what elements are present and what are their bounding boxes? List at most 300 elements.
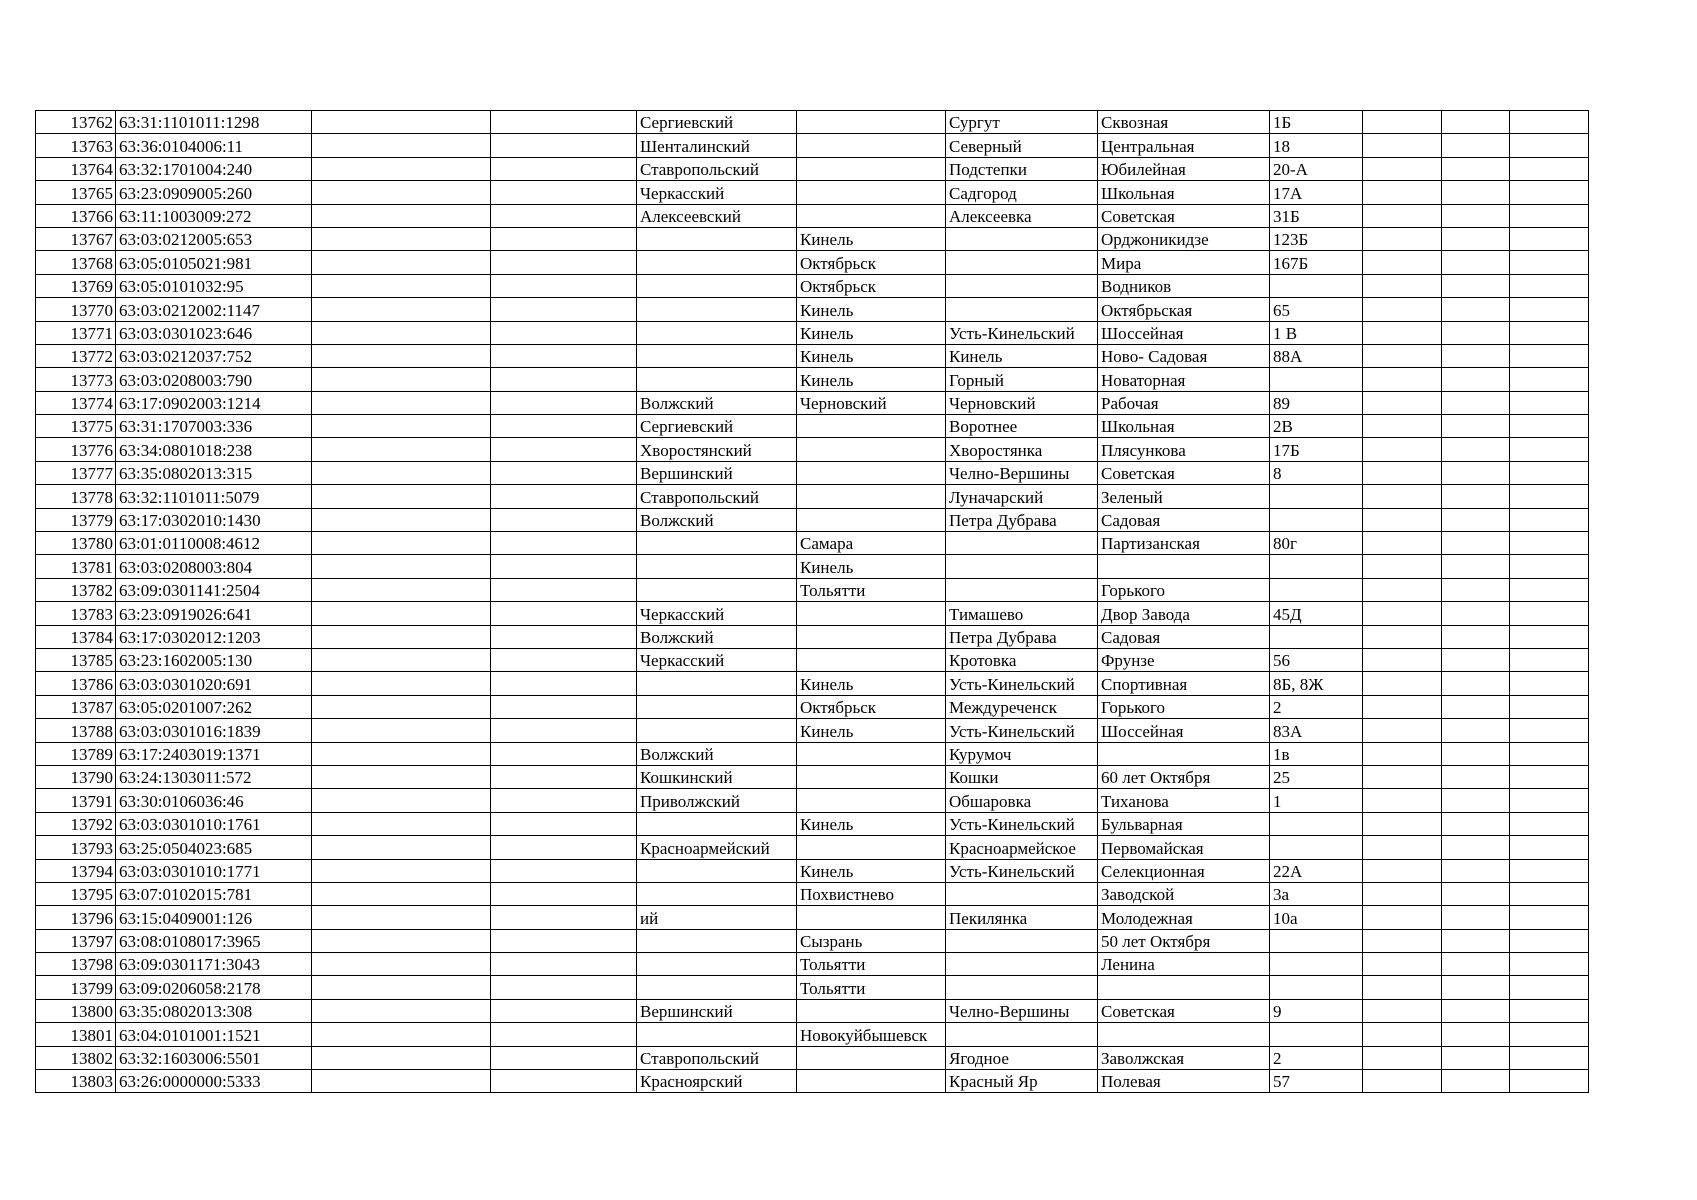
- blank-cell: [312, 999, 491, 1022]
- blank-cell: [1510, 836, 1589, 859]
- cadastral-number-cell: 63:30:0106036:46: [116, 789, 312, 812]
- blank-cell: [1363, 625, 1442, 648]
- blank-cell: [1363, 859, 1442, 882]
- house-number-cell: 57: [1270, 1070, 1363, 1093]
- house-number-cell: 3а: [1270, 882, 1363, 905]
- row-number-cell: 13777: [36, 461, 116, 484]
- blank-cell: [1510, 695, 1589, 718]
- street-cell: Полевая: [1098, 1070, 1270, 1093]
- blank-cell: [1442, 1023, 1510, 1046]
- street-cell: [1098, 976, 1270, 999]
- table-row: [36, 344, 1589, 367]
- blank-cell: [1363, 953, 1442, 976]
- settlement-cell: Междуреченск: [946, 695, 1098, 718]
- district-cell: [637, 555, 797, 578]
- district-cell: Красноармейский: [637, 836, 797, 859]
- blank-cell: [491, 859, 637, 882]
- cadastral-number-cell: 63:15:0409001:126: [116, 906, 312, 929]
- blank-cell: [312, 274, 491, 297]
- blank-cell: [1442, 321, 1510, 344]
- table-row: [36, 391, 1589, 414]
- blank-cell: [1442, 227, 1510, 250]
- blank-cell: [1510, 719, 1589, 742]
- city-cell: Тольятти: [797, 578, 946, 601]
- street-cell: Двор Завода: [1098, 602, 1270, 625]
- table-row: [36, 625, 1589, 648]
- blank-cell: [1442, 157, 1510, 180]
- table-row: [36, 461, 1589, 484]
- table-row: [36, 204, 1589, 227]
- district-cell: Волжский: [637, 508, 797, 531]
- table-row: [36, 157, 1589, 180]
- table-row: [36, 532, 1589, 555]
- house-number-cell: 1в: [1270, 742, 1363, 765]
- row-number-cell: 13785: [36, 648, 116, 671]
- street-cell: Орджоникидзе: [1098, 227, 1270, 250]
- blank-cell: [1510, 415, 1589, 438]
- blank-cell: [491, 602, 637, 625]
- blank-cell: [1442, 953, 1510, 976]
- blank-cell: [1363, 812, 1442, 835]
- district-cell: Волжский: [637, 742, 797, 765]
- settlement-cell: [946, 532, 1098, 555]
- blank-cell: [1363, 648, 1442, 671]
- blank-cell: [1442, 274, 1510, 297]
- blank-cell: [312, 391, 491, 414]
- cadastral-number-cell: 63:17:0302012:1203: [116, 625, 312, 648]
- blank-cell: [312, 532, 491, 555]
- blank-cell: [1442, 181, 1510, 204]
- blank-cell: [1510, 789, 1589, 812]
- blank-cell: [1442, 906, 1510, 929]
- cadastral-number-cell: 63:07:0102015:781: [116, 882, 312, 905]
- row-number-cell: 13775: [36, 415, 116, 438]
- house-number-cell: 31Б: [1270, 204, 1363, 227]
- city-cell: Кинель: [797, 719, 946, 742]
- data-table: [35, 110, 1589, 1093]
- street-cell: Юбилейная: [1098, 157, 1270, 180]
- table-row: [36, 368, 1589, 391]
- district-cell: [637, 532, 797, 555]
- city-cell: [797, 765, 946, 788]
- settlement-cell: [946, 227, 1098, 250]
- blank-cell: [1442, 1046, 1510, 1069]
- blank-cell: [491, 906, 637, 929]
- street-cell: Садовая: [1098, 508, 1270, 531]
- row-number-cell: 13789: [36, 742, 116, 765]
- cadastral-number-cell: 63:25:0504023:685: [116, 836, 312, 859]
- row-number-cell: 13784: [36, 625, 116, 648]
- blank-cell: [312, 368, 491, 391]
- house-number-cell: 1: [1270, 789, 1363, 812]
- blank-cell: [1442, 625, 1510, 648]
- cadastral-number-cell: 63:09:0206058:2178: [116, 976, 312, 999]
- settlement-cell: Усть-Кинельский: [946, 812, 1098, 835]
- district-cell: Ставропольский: [637, 157, 797, 180]
- district-cell: Волжский: [637, 625, 797, 648]
- settlement-cell: [946, 953, 1098, 976]
- blank-cell: [1363, 1046, 1442, 1069]
- house-number-cell: 2: [1270, 1046, 1363, 1069]
- house-number-cell: [1270, 953, 1363, 976]
- house-number-cell: 56: [1270, 648, 1363, 671]
- street-cell: Советская: [1098, 204, 1270, 227]
- settlement-cell: [946, 578, 1098, 601]
- blank-cell: [491, 344, 637, 367]
- blank-cell: [312, 719, 491, 742]
- blank-cell: [1442, 999, 1510, 1022]
- blank-cell: [1510, 765, 1589, 788]
- settlement-cell: Тимашево: [946, 602, 1098, 625]
- blank-cell: [1510, 1046, 1589, 1069]
- blank-cell: [1442, 204, 1510, 227]
- city-cell: Октябрьск: [797, 274, 946, 297]
- blank-cell: [491, 742, 637, 765]
- cadastral-number-cell: 63:03:0301023:646: [116, 321, 312, 344]
- blank-cell: [312, 157, 491, 180]
- district-cell: Вершинский: [637, 461, 797, 484]
- street-cell: Рабочая: [1098, 391, 1270, 414]
- blank-cell: [491, 157, 637, 180]
- city-cell: [797, 111, 946, 134]
- blank-cell: [1363, 1070, 1442, 1093]
- row-number-cell: 13802: [36, 1046, 116, 1069]
- house-number-cell: [1270, 485, 1363, 508]
- district-cell: [637, 251, 797, 274]
- row-number-cell: 13792: [36, 812, 116, 835]
- cadastral-number-cell: 63:03:0301010:1771: [116, 859, 312, 882]
- cadastral-number-cell: 63:34:0801018:238: [116, 438, 312, 461]
- row-number-cell: 13768: [36, 251, 116, 274]
- table-body: [36, 111, 1589, 1093]
- blank-cell: [491, 765, 637, 788]
- house-number-cell: 1Б: [1270, 111, 1363, 134]
- blank-cell: [1363, 976, 1442, 999]
- blank-cell: [1442, 695, 1510, 718]
- blank-cell: [312, 1023, 491, 1046]
- blank-cell: [312, 836, 491, 859]
- city-cell: Тольятти: [797, 976, 946, 999]
- blank-cell: [1442, 976, 1510, 999]
- settlement-cell: Воротнее: [946, 415, 1098, 438]
- blank-cell: [491, 555, 637, 578]
- district-cell: [637, 368, 797, 391]
- blank-cell: [1363, 204, 1442, 227]
- blank-cell: [1363, 181, 1442, 204]
- blank-cell: [1442, 648, 1510, 671]
- blank-cell: [1442, 508, 1510, 531]
- blank-cell: [491, 274, 637, 297]
- cadastral-number-cell: 63:05:0101032:95: [116, 274, 312, 297]
- blank-cell: [1363, 368, 1442, 391]
- cadastral-number-cell: 63:03:0301016:1839: [116, 719, 312, 742]
- house-number-cell: [1270, 1023, 1363, 1046]
- table-row: [36, 836, 1589, 859]
- blank-cell: [1510, 929, 1589, 952]
- blank-cell: [1510, 181, 1589, 204]
- city-cell: Тольятти: [797, 953, 946, 976]
- district-cell: [637, 812, 797, 835]
- house-number-cell: 8Б, 8Ж: [1270, 672, 1363, 695]
- city-cell: Кинель: [797, 859, 946, 882]
- table-row: [36, 508, 1589, 531]
- settlement-cell: [946, 555, 1098, 578]
- row-number-cell: 13766: [36, 204, 116, 227]
- blank-cell: [1510, 251, 1589, 274]
- blank-cell: [1363, 461, 1442, 484]
- row-number-cell: 13786: [36, 672, 116, 695]
- row-number-cell: 13782: [36, 578, 116, 601]
- blank-cell: [1442, 391, 1510, 414]
- blank-cell: [1442, 298, 1510, 321]
- district-cell: Красноярский: [637, 1070, 797, 1093]
- house-number-cell: [1270, 508, 1363, 531]
- blank-cell: [491, 719, 637, 742]
- table-row: [36, 134, 1589, 157]
- blank-cell: [1510, 578, 1589, 601]
- blank-cell: [491, 976, 637, 999]
- house-number-cell: 88А: [1270, 344, 1363, 367]
- table-row: [36, 812, 1589, 835]
- blank-cell: [491, 111, 637, 134]
- city-cell: [797, 836, 946, 859]
- cadastral-number-cell: 63:05:0201007:262: [116, 695, 312, 718]
- blank-cell: [491, 953, 637, 976]
- blank-cell: [1363, 719, 1442, 742]
- row-number-cell: 13779: [36, 508, 116, 531]
- settlement-cell: [946, 298, 1098, 321]
- blank-cell: [1442, 134, 1510, 157]
- blank-cell: [312, 508, 491, 531]
- table-row: [36, 929, 1589, 952]
- settlement-cell: Кротовка: [946, 648, 1098, 671]
- blank-cell: [1363, 415, 1442, 438]
- blank-cell: [491, 836, 637, 859]
- district-cell: Алексеевский: [637, 204, 797, 227]
- house-number-cell: 2: [1270, 695, 1363, 718]
- blank-cell: [491, 929, 637, 952]
- settlement-cell: Красный Яр: [946, 1070, 1098, 1093]
- district-cell: Хворостянский: [637, 438, 797, 461]
- district-cell: Черкасский: [637, 602, 797, 625]
- street-cell: Селекционная: [1098, 859, 1270, 882]
- house-number-cell: [1270, 555, 1363, 578]
- settlement-cell: [946, 1023, 1098, 1046]
- blank-cell: [491, 438, 637, 461]
- cadastral-number-cell: 63:32:1101011:5079: [116, 485, 312, 508]
- table-row: [36, 298, 1589, 321]
- district-cell: [637, 227, 797, 250]
- city-cell: [797, 438, 946, 461]
- blank-cell: [491, 415, 637, 438]
- row-number-cell: 13767: [36, 227, 116, 250]
- settlement-cell: Пекилянка: [946, 906, 1098, 929]
- city-cell: Кинель: [797, 344, 946, 367]
- blank-cell: [1442, 578, 1510, 601]
- city-cell: Кинель: [797, 555, 946, 578]
- district-cell: [637, 274, 797, 297]
- table-row: [36, 321, 1589, 344]
- blank-cell: [491, 578, 637, 601]
- blank-cell: [1363, 508, 1442, 531]
- blank-cell: [312, 438, 491, 461]
- blank-cell: [312, 765, 491, 788]
- settlement-cell: Усть-Кинельский: [946, 321, 1098, 344]
- cadastral-number-cell: 63:35:0802013:308: [116, 999, 312, 1022]
- blank-cell: [312, 344, 491, 367]
- settlement-cell: [946, 976, 1098, 999]
- city-cell: Новокуйбышевск: [797, 1023, 946, 1046]
- house-number-cell: [1270, 368, 1363, 391]
- blank-cell: [491, 695, 637, 718]
- blank-cell: [1510, 274, 1589, 297]
- street-cell: Центральная: [1098, 134, 1270, 157]
- table-row: [36, 415, 1589, 438]
- settlement-cell: Кинель: [946, 344, 1098, 367]
- blank-cell: [491, 368, 637, 391]
- street-cell: 60 лет Октября: [1098, 765, 1270, 788]
- city-cell: [797, 508, 946, 531]
- blank-cell: [312, 929, 491, 952]
- blank-cell: [1510, 368, 1589, 391]
- blank-cell: [1363, 251, 1442, 274]
- blank-cell: [1510, 999, 1589, 1022]
- blank-cell: [1510, 672, 1589, 695]
- street-cell: Зеленый: [1098, 485, 1270, 508]
- blank-cell: [312, 789, 491, 812]
- house-number-cell: 22А: [1270, 859, 1363, 882]
- cadastral-number-cell: 63:23:1602005:130: [116, 648, 312, 671]
- house-number-cell: 10а: [1270, 906, 1363, 929]
- blank-cell: [491, 181, 637, 204]
- city-cell: [797, 181, 946, 204]
- cadastral-number-cell: 63:31:1101011:1298: [116, 111, 312, 134]
- table-row: [36, 648, 1589, 671]
- blank-cell: [312, 134, 491, 157]
- district-cell: Волжский: [637, 391, 797, 414]
- street-cell: Молодежная: [1098, 906, 1270, 929]
- street-cell: Спортивная: [1098, 672, 1270, 695]
- blank-cell: [491, 391, 637, 414]
- street-cell: Шоссейная: [1098, 321, 1270, 344]
- blank-cell: [312, 906, 491, 929]
- blank-cell: [1442, 789, 1510, 812]
- city-cell: [797, 999, 946, 1022]
- blank-cell: [1363, 672, 1442, 695]
- table-row: [36, 672, 1589, 695]
- blank-cell: [312, 602, 491, 625]
- blank-cell: [1442, 485, 1510, 508]
- blank-cell: [491, 812, 637, 835]
- blank-cell: [312, 415, 491, 438]
- house-number-cell: [1270, 929, 1363, 952]
- blank-cell: [1510, 298, 1589, 321]
- city-cell: Октябрьск: [797, 251, 946, 274]
- blank-cell: [312, 882, 491, 905]
- house-number-cell: 83А: [1270, 719, 1363, 742]
- row-number-cell: 13770: [36, 298, 116, 321]
- blank-cell: [1442, 415, 1510, 438]
- street-cell: Фрунзе: [1098, 648, 1270, 671]
- row-number-cell: 13764: [36, 157, 116, 180]
- settlement-cell: Ягодное: [946, 1046, 1098, 1069]
- blank-cell: [1363, 906, 1442, 929]
- settlement-cell: Усть-Кинельский: [946, 859, 1098, 882]
- blank-cell: [491, 532, 637, 555]
- cadastral-number-cell: 63:03:0212005:653: [116, 227, 312, 250]
- cadastral-number-cell: 63:03:0208003:790: [116, 368, 312, 391]
- cadastral-number-cell: 63:35:0802013:315: [116, 461, 312, 484]
- row-number-cell: 13778: [36, 485, 116, 508]
- cadastral-number-cell: 63:03:0208003:804: [116, 555, 312, 578]
- blank-cell: [1363, 227, 1442, 250]
- blank-cell: [1442, 532, 1510, 555]
- cadastral-number-cell: 63:31:1707003:336: [116, 415, 312, 438]
- house-number-cell: 167Б: [1270, 251, 1363, 274]
- cadastral-number-cell: 63:17:0302010:1430: [116, 508, 312, 531]
- blank-cell: [491, 1046, 637, 1069]
- table-row: [36, 274, 1589, 297]
- blank-cell: [491, 204, 637, 227]
- district-cell: Приволжский: [637, 789, 797, 812]
- table-row: [36, 1023, 1589, 1046]
- district-cell: [637, 298, 797, 321]
- row-number-cell: 13798: [36, 953, 116, 976]
- blank-cell: [1510, 555, 1589, 578]
- row-number-cell: 13769: [36, 274, 116, 297]
- district-cell: Ставропольский: [637, 1046, 797, 1069]
- cadastral-number-cell: 63:17:0902003:1214: [116, 391, 312, 414]
- house-number-cell: [1270, 976, 1363, 999]
- blank-cell: [1363, 532, 1442, 555]
- cadastral-number-cell: 63:09:0301171:3043: [116, 953, 312, 976]
- street-cell: 50 лет Октября: [1098, 929, 1270, 952]
- blank-cell: [1510, 134, 1589, 157]
- city-cell: [797, 485, 946, 508]
- blank-cell: [1363, 134, 1442, 157]
- blank-cell: [312, 648, 491, 671]
- district-cell: [637, 929, 797, 952]
- blank-cell: [312, 672, 491, 695]
- blank-cell: [312, 555, 491, 578]
- blank-cell: [1442, 765, 1510, 788]
- blank-cell: [312, 625, 491, 648]
- blank-cell: [1510, 321, 1589, 344]
- blank-cell: [491, 999, 637, 1022]
- settlement-cell: Черновский: [946, 391, 1098, 414]
- row-number-cell: 13772: [36, 344, 116, 367]
- blank-cell: [312, 1046, 491, 1069]
- row-number-cell: 13788: [36, 719, 116, 742]
- street-cell: Партизанская: [1098, 532, 1270, 555]
- city-cell: Похвистнево: [797, 882, 946, 905]
- row-number-cell: 13765: [36, 181, 116, 204]
- settlement-cell: Алексеевка: [946, 204, 1098, 227]
- row-number-cell: 13762: [36, 111, 116, 134]
- blank-cell: [491, 251, 637, 274]
- blank-cell: [1442, 555, 1510, 578]
- city-cell: Кинель: [797, 812, 946, 835]
- blank-cell: [1510, 532, 1589, 555]
- blank-cell: [1510, 812, 1589, 835]
- blank-cell: [1510, 391, 1589, 414]
- cadastral-number-cell: 63:17:2403019:1371: [116, 742, 312, 765]
- district-cell: [637, 859, 797, 882]
- blank-cell: [312, 578, 491, 601]
- table-row: [36, 1046, 1589, 1069]
- blank-cell: [1510, 882, 1589, 905]
- street-cell: Заводской: [1098, 882, 1270, 905]
